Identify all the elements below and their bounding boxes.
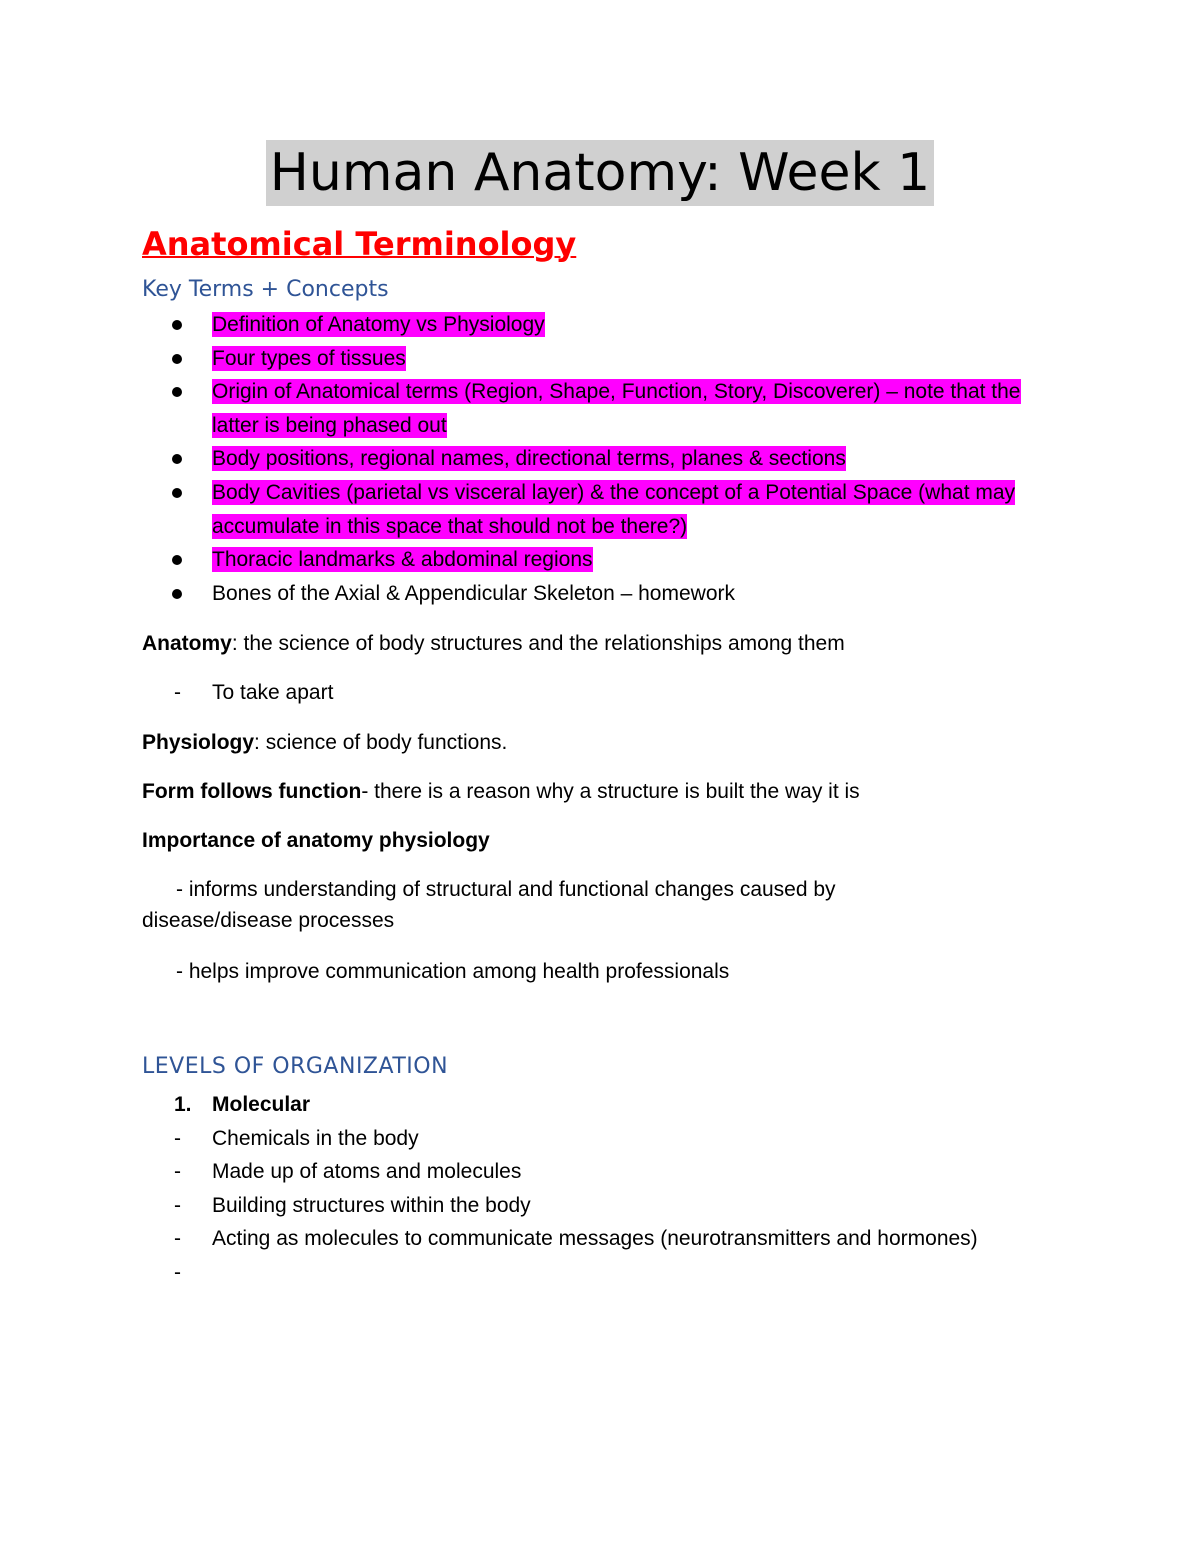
importance-heading-text: Importance of anatomy physiology bbox=[142, 829, 490, 852]
anatomy-subpoint-text: To take apart bbox=[212, 681, 334, 704]
physiology-definition bbox=[142, 727, 1042, 758]
levels-heading: LEVELS OF ORGANIZATION bbox=[142, 1054, 449, 1079]
levels-list bbox=[142, 1088, 1042, 1290]
title-block bbox=[260, 140, 940, 206]
bullet-icon bbox=[172, 555, 182, 565]
list-item-text: Origin of Anatomical terms (Region, Shape, Function, Story, Discoverer) – note that the latter is being phased out bbox=[212, 380, 1021, 437]
form-follows-function bbox=[142, 776, 1042, 807]
list-item bbox=[142, 1155, 1042, 1189]
anatomy-subpoint bbox=[142, 677, 1112, 708]
dash-marker: - bbox=[174, 1227, 181, 1251]
dash-marker: - bbox=[174, 1260, 181, 1284]
key-terms-heading: Key Terms + Concepts bbox=[142, 277, 389, 302]
form-text: - there is a reason why a structure is built the way it is bbox=[361, 780, 860, 803]
list-item bbox=[142, 1122, 1042, 1156]
anatomy-definition bbox=[142, 628, 1042, 659]
document-page bbox=[142, 0, 1062, 1284]
dash-marker: - bbox=[174, 681, 181, 704]
dash-marker: - bbox=[174, 1160, 181, 1184]
level-number: 1. bbox=[174, 1093, 192, 1116]
level-name: Molecular bbox=[212, 1093, 311, 1116]
list-item bbox=[142, 1189, 1042, 1223]
importance-heading bbox=[142, 825, 1042, 856]
importance-point-1-text: - informs understanding of structural and functional changes caused by disease/disease processes bbox=[142, 878, 836, 932]
list-item-text: Made up of atoms and molecules bbox=[212, 1160, 522, 1184]
bullet-icon bbox=[172, 589, 182, 599]
level-item bbox=[142, 1088, 1042, 1122]
list-item-text: Building structures within the body bbox=[212, 1193, 531, 1217]
list-item bbox=[142, 577, 1062, 611]
importance-point-1 bbox=[142, 874, 922, 936]
list-item bbox=[142, 1256, 1042, 1290]
importance-point-2 bbox=[142, 956, 1042, 987]
list-item-text: Chemicals in the body bbox=[212, 1126, 419, 1150]
list-item-text: Body positions, regional names, directional terms, planes & sections bbox=[212, 447, 846, 471]
page-title: Human Anatomy: Week 1 bbox=[266, 140, 934, 206]
list-item-text: Acting as molecules to communicate messages (neurotransmitters and hormones) bbox=[212, 1227, 978, 1251]
bullet-icon bbox=[172, 488, 182, 498]
list-item bbox=[142, 342, 1062, 376]
list-item-text: Thoracic landmarks & abdominal regions bbox=[212, 548, 593, 572]
importance-point-2-text: - helps improve communication among health professionals bbox=[176, 960, 730, 983]
bullet-icon bbox=[172, 454, 182, 464]
list-item-text: Body Cavities (parietal vs visceral layer) & the concept of a Potential Space (what may accumulate in this space that should not be there?) bbox=[212, 480, 1016, 538]
anatomy-term: Anatomy bbox=[142, 632, 232, 655]
list-item-text: Four types of tissues bbox=[212, 346, 406, 370]
list-item bbox=[142, 375, 1062, 442]
bullet-icon bbox=[172, 320, 182, 330]
bullet-icon bbox=[172, 387, 182, 397]
list-item-text: Bones of the Axial & Appendicular Skeleton – homework bbox=[212, 581, 735, 605]
list-item bbox=[142, 308, 1062, 342]
physiology-term: Physiology bbox=[142, 731, 255, 754]
anatomy-text: : the science of body structures and the relationships among them bbox=[231, 632, 845, 655]
physiology-text: : science of body functions. bbox=[254, 731, 508, 754]
list-item bbox=[142, 442, 1062, 476]
list-item-text: Definition of Anatomy vs Physiology bbox=[212, 313, 545, 336]
bullet-icon bbox=[172, 354, 182, 364]
dash-marker: - bbox=[174, 1126, 181, 1150]
list-item bbox=[142, 476, 1062, 543]
key-terms-list bbox=[142, 308, 1062, 610]
form-term: Form follows function bbox=[142, 780, 362, 803]
dash-marker: - bbox=[174, 1193, 181, 1217]
list-item bbox=[142, 1222, 1042, 1256]
section-heading: Anatomical Terminology bbox=[142, 225, 577, 263]
list-item bbox=[142, 543, 1062, 577]
